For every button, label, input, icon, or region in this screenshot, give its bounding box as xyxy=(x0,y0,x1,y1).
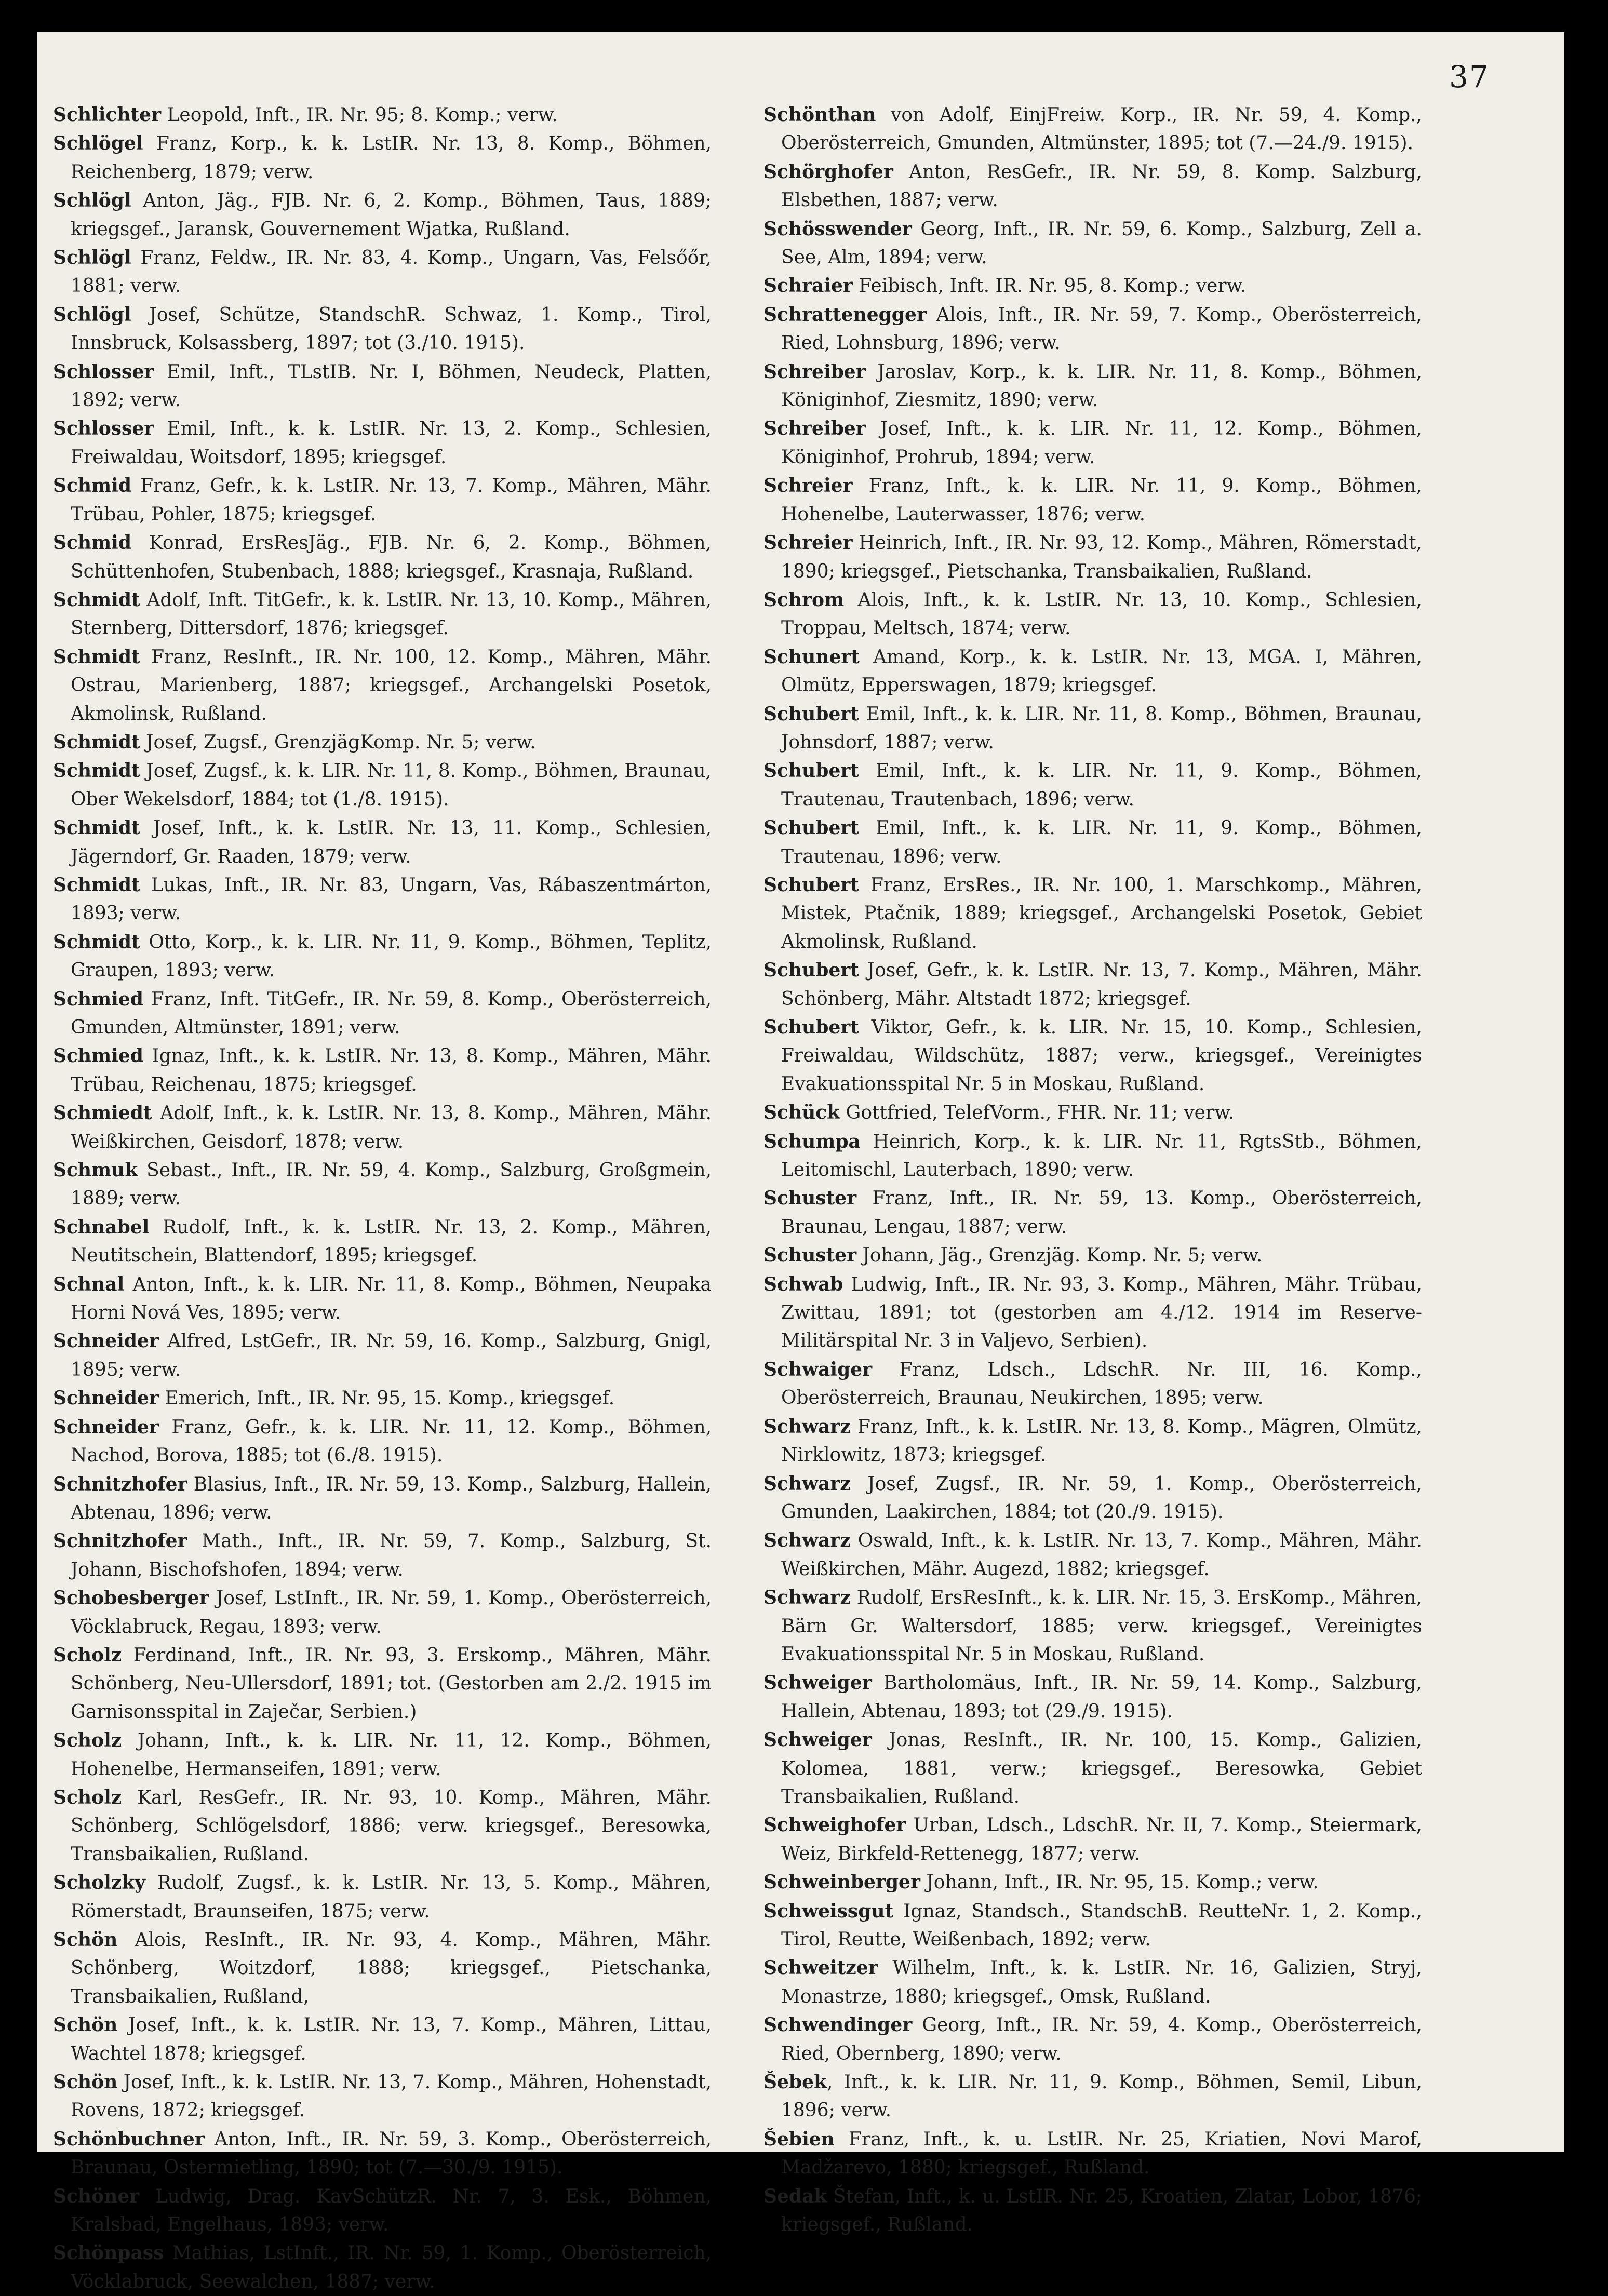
entry-details: Johann, Inft., k. k. LIR. Nr. 11, 12. Komp., Böhmen, Hohenelbe, Hermanseifen, 1891; verw. xyxy=(71,1730,712,1780)
entry-surname: Schmuk xyxy=(53,1159,138,1181)
entry-details: von Adolf, EinjFreiw. Korp., IR. Nr. 59, 4. Komp., Oberösterreich, Gmunden, Altmünster, 1895; tot (7.—24./9. 1915). xyxy=(781,104,1422,154)
entry-details: Josef, LstInft., IR. Nr. 59, 1. Komp., Oberösterreich, Vöcklabruck, Regau, 1893; verw. xyxy=(71,1588,712,1637)
roll-entry xyxy=(53,1156,712,1213)
roll-entry xyxy=(53,301,712,358)
entry-surname: Schobesberger xyxy=(53,1587,209,1609)
entry-details: Anton, Inft., k. k. LIR. Nr. 11, 8. Komp., Böhmen, Neupaka Horni Nová Ves, 1895; verw. xyxy=(71,1273,712,1324)
entry-details: Emil, Inft., k. k. LIR. Nr. 11, 9. Komp., Böhmen, Trautenau, Trautenbach, 1896; verw. xyxy=(781,760,1422,810)
roll-entry xyxy=(763,643,1422,700)
entry-surname: Schlögel xyxy=(53,132,143,155)
roll-entry xyxy=(53,814,712,871)
entry-details: Johann, Inft., IR. Nr. 95, 15. Komp.; verw. xyxy=(920,1872,1319,1894)
roll-entry xyxy=(763,757,1422,814)
entry-details: Rudolf, Zugsf., k. k. LstIR. Nr. 13, 5. Komp., Mähren, Römerstadt, Braunseifen, 1875; verw. xyxy=(71,1872,712,1922)
roll-entry xyxy=(53,586,712,643)
entry-surname: Schweinberger xyxy=(763,1871,920,1894)
entry-details: Emerich, Inft., IR. Nr. 95, 15. Komp., kriegsgef. xyxy=(158,1388,615,1409)
roll-entry xyxy=(763,1013,1422,1098)
entry-surname: Šebek xyxy=(763,2071,827,2093)
roll-entry xyxy=(53,2239,712,2296)
roll-entry xyxy=(763,1954,1422,2011)
entry-surname: Sedak xyxy=(763,2185,827,2207)
entry-details: Jonas, ResInft., IR. Nr. 100, 15. Komp., Galizien, Kolomea, 1881, verw.; kriegsgef., Beresowka, Gebiet Transbaikalien, Rußland. xyxy=(781,1729,1422,1807)
entry-surname: Schweiger xyxy=(763,1672,872,1694)
entry-surname: Schmid xyxy=(53,475,132,497)
entry-surname: Schön xyxy=(53,2014,118,2036)
entry-details: Bartholomäus, Inft., IR. Nr. 59, 14. Komp., Salzburg, Hallein, Abtenau, 1893; tot (29./9. 1915). xyxy=(781,1672,1422,1722)
entry-surname: Schönpass xyxy=(53,2242,164,2264)
entry-surname: Schubert xyxy=(763,817,859,839)
roll-entry xyxy=(763,1241,1422,1270)
entry-details: Franz, Inft., IR. Nr. 59, 13. Komp., Oberösterreich, Braunau, Lengau, 1887; verw. xyxy=(781,1188,1422,1238)
entry-details: Ferdinand, Inft., IR. Nr. 93, 3. Erskomp., Mähren, Mähr. Schönberg, Neu-Ullersdorf, 1891; tot. (Gestorben am 2./2. 1915 im Garnisonsspital in Zaječar, Serbien.) xyxy=(71,1644,712,1723)
entry-details: Georg, Inft., IR. Nr. 59, 4. Komp., Oberösterreich, Ried, Obernberg, 1890; verw. xyxy=(781,2015,1422,2064)
entry-surname: Scholzky xyxy=(53,1872,146,1894)
entry-details: Ludwig, Drag. KavSchützR. Nr. 7, 3. Esk., Böhmen, Kralsbad, Engelhaus, 1893; verw. xyxy=(71,2185,712,2236)
entry-surname: Schubert xyxy=(763,703,859,725)
roll-entry xyxy=(53,358,712,415)
roll-entry xyxy=(53,1042,712,1099)
entry-surname: Schösswender xyxy=(763,218,912,240)
entry-surname: Scholz xyxy=(53,1729,122,1752)
entry-surname: Schraier xyxy=(763,275,853,297)
document-page xyxy=(37,32,1564,2292)
entry-surname: Schmidt xyxy=(53,588,140,611)
entry-details: Alfred, LstGefr., IR. Nr. 59, 16. Komp., Salzburg, Gnigl, 1895; verw. xyxy=(71,1331,712,1380)
entry-surname: Schubert xyxy=(763,874,859,896)
roll-entry xyxy=(53,1926,712,2011)
roll-entry xyxy=(53,129,712,186)
roll-entry xyxy=(53,1726,712,1783)
entry-surname: Schmid xyxy=(53,532,132,554)
roll-entry xyxy=(53,2068,712,2125)
roll-entry xyxy=(763,1669,1422,1726)
entry-surname: Schuster xyxy=(763,1244,857,1267)
entry-details: Franz, Inft. TitGefr., IR. Nr. 59, 8. Komp., Oberösterreich, Gmunden, Altmünster, 1891; verw. xyxy=(71,988,712,1038)
entry-surname: Schrom xyxy=(763,588,845,611)
entry-details: Emil, Inft., k. k. LIR. Nr. 11, 9. Komp., Böhmen, Trautenau, 1896; verw. xyxy=(781,817,1422,867)
entry-details: Franz, Gefr., k. k. LstIR. Nr. 13, 7. Komp., Mähren, Mähr. Trübau, Pohler, 1875; kriegsgef. xyxy=(71,475,712,525)
entry-surname: Schlosser xyxy=(53,360,154,383)
roll-entry xyxy=(53,1099,712,1156)
roll-entry xyxy=(763,1897,1422,1954)
entry-details: Ludwig, Inft., IR. Nr. 93, 3. Komp., Mähren, Mähr. Trübau, Zwittau, 1891; tot (gestorben am 4./12. 1914 im Reserve-Militärspital Nr. 3 in Valjevo, Serbien). xyxy=(781,1273,1422,1352)
roll-entry xyxy=(763,2125,1422,2182)
roll-entry xyxy=(763,1413,1422,1470)
entry-surname: Schnitzhofer xyxy=(53,1473,187,1495)
entry-details: Josef, Inft., k. k. LstIR. Nr. 13, 11. Komp., Schlesien, Jägerndorf, Gr. Raaden, 1879; verw. xyxy=(71,817,712,867)
entry-details: Gottfried, TelefVorm., FHR. Nr. 11; verw. xyxy=(840,1102,1235,1124)
entry-surname: Schneider xyxy=(53,1330,159,1352)
entry-details: Franz, Inft., k. u. LstIR. Nr. 25, Kriatien, Novi Marof, Madžarevo, 1880; kriegsgef., Rußland. xyxy=(781,2128,1422,2179)
entry-surname: Schmiedt xyxy=(53,1102,152,1124)
entry-surname: Schwarz xyxy=(763,1587,851,1609)
entry-details: Franz, Inft., k. k. LIR. Nr. 11, 9. Komp., Böhmen, Hohenelbe, Lauterwasser, 1876; verw. xyxy=(781,475,1422,525)
roll-entry xyxy=(763,1127,1422,1185)
entry-surname: Schück xyxy=(763,1102,840,1124)
entry-surname: Schweitzer xyxy=(763,1957,878,1979)
entry-surname: Schubert xyxy=(763,760,859,782)
entry-surname: Schmidt xyxy=(53,931,140,953)
entry-surname: Schnabel xyxy=(53,1216,150,1238)
entry-surname: Schwarz xyxy=(763,1472,851,1495)
entry-surname: Schubert xyxy=(763,959,859,982)
entry-details: Josef, Zugsf., k. k. LIR. Nr. 11, 8. Komp., Böhmen, Braunau, Ober Wekelsdorf, 1884; tot (1./8. 1915). xyxy=(71,760,712,810)
roll-entry xyxy=(53,2011,712,2068)
entry-surname: Schunert xyxy=(763,646,860,668)
entry-surname: Schubert xyxy=(763,1016,859,1038)
entry-surname: Schrattenegger xyxy=(763,303,927,326)
entry-details: Leopold, Inft., IR. Nr. 95; 8. Komp.; verw. xyxy=(161,104,558,126)
entry-details: Emil, Inft., k. k. LIR. Nr. 11, 8. Komp., Böhmen, Braunau, Johnsdorf, 1887; verw. xyxy=(781,703,1422,753)
entry-details: Adolf, Inft. TitGefr., k. k. LstIR. Nr. 13, 10. Komp., Mähren, Sternberg, Dittersdorf, 1876; kriegsgef. xyxy=(71,589,712,639)
entry-details: Blasius, Inft., IR. Nr. 59, 13. Komp., Salzburg, Hallein, Abtenau, 1896; verw. xyxy=(71,1473,712,1523)
entry-details: Oswald, Inft., k. k. LstIR. Nr. 13, 7. Komp., Mähren, Mähr. Weißkirchen, Mähr. Augezd, 1882; kriegsgef. xyxy=(781,1530,1422,1580)
entry-details: Feibisch, Inft. IR. Nr. 95, 8. Komp.; verw. xyxy=(852,275,1247,297)
entry-details: Franz, Ldsch., LdschR. Nr. III, 16. Komp., Oberösterreich, Braunau, Neukirchen, 1895; verw. xyxy=(781,1359,1422,1409)
roll-entry xyxy=(53,871,712,928)
entry-details: Josef, Zugsf., GrenzjägKomp. Nr. 5; verw. xyxy=(140,731,536,753)
roll-entry xyxy=(763,586,1422,643)
left-column xyxy=(53,101,712,2296)
roll-entry xyxy=(763,814,1422,871)
entry-details: Franz, Korp., k. k. LstIR. Nr. 13, 8. Komp., Böhmen, Reichenberg, 1879; verw. xyxy=(71,133,712,183)
entry-details: Alois, Inft., IR. Nr. 59, 7. Komp., Oberösterreich, Ried, Lohnsburg, 1896; verw. xyxy=(781,304,1422,354)
roll-entry xyxy=(53,1584,712,1641)
entry-details: Rudolf, Inft., k. k. LstIR. Nr. 13, 2. Komp., Mähren, Neutitschein, Blattendorf, 1895; kriegsgef. xyxy=(71,1216,712,1267)
entry-surname: Schmied xyxy=(53,988,143,1010)
entry-details: Josef, Gefr., k. k. LstIR. Nr. 13, 7. Komp., Mähren, Mähr. Schönberg, Mähr. Altstadt 1872; kriegsgef. xyxy=(781,960,1422,1010)
entry-surname: Schönbuchner xyxy=(53,2128,205,2150)
entry-surname: Schmidt xyxy=(53,731,140,753)
roll-entry xyxy=(53,1869,712,1926)
entry-details: Josef, Inft., k. k. LstIR. Nr. 13, 7. Komp., Mähren, Hohenstadt, Rovens, 1872; kriegsgef. xyxy=(71,2072,712,2122)
roll-entry xyxy=(763,1470,1422,1527)
entry-details: Rudolf, ErsResInft., k. k. LIR. Nr. 15, 3. ErsKomp., Mähren, Bärn Gr. Waltersdorf, 1885; verw. kriegsgef., Vereinigtes Evakuationsspital Nr. 5 in Moskau, Rußland. xyxy=(781,1587,1422,1665)
entry-surname: Schwaiger xyxy=(763,1358,873,1380)
entry-surname: Schwarz xyxy=(763,1415,851,1438)
roll-entry xyxy=(53,414,712,472)
entry-details: Franz, ResInft., IR. Nr. 100, 12. Komp., Mähren, Mähr. Ostrau, Marienberg, 1887; kriegsgef., Archangelski Posetok, Akmolinsk, Rußland. xyxy=(71,646,712,724)
entry-details: Emil, Inft., TLstIB. Nr. I, Böhmen, Neudeck, Platten, 1892; verw. xyxy=(71,361,712,411)
roll-entry xyxy=(53,1527,712,1584)
roll-entry xyxy=(53,1783,712,1869)
entry-details: Johann, Jäg., Grenzjäg. Komp. Nr. 5; verw. xyxy=(856,1245,1263,1267)
entry-details: Franz, Feldw., IR. Nr. 83, 4. Komp., Ungarn, Vas, Felsőőr, 1881; verw. xyxy=(71,247,712,297)
roll-entry xyxy=(53,728,712,757)
entry-surname: Schneider xyxy=(53,1416,159,1438)
entry-details: Josef, Zugsf., IR. Nr. 59, 1. Komp., Oberösterreich, Gmunden, Laakirchen, 1884; tot (20./9. 1915). xyxy=(781,1473,1422,1523)
entry-surname: Schwab xyxy=(763,1273,843,1295)
entry-details: Urban, Ldsch., LdschR. Nr. II, 7. Komp., Steiermark, Weiz, Birkfeld-Rettenegg, 1877; verw. xyxy=(781,1815,1422,1864)
entry-surname: Schweissgut xyxy=(763,1900,894,1922)
entry-details: Franz, Gefr., k. k. LIR. Nr. 11, 12. Komp., Böhmen, Nachod, Borova, 1885; tot (6./8. 1915). xyxy=(71,1416,712,1467)
entry-surname: Schlichter xyxy=(53,104,162,126)
roll-entry xyxy=(763,700,1422,757)
roll-entry xyxy=(763,1726,1422,1811)
entry-details: Lukas, Inft., IR. Nr. 83, Ungarn, Vas, Rábaszentmárton, 1893; verw. xyxy=(71,874,712,924)
entry-details: Heinrich, Korp., k. k. LIR. Nr. 11, RgtsStb., Böhmen, Leitomischl, Lauterbach, 1890; verw. xyxy=(781,1131,1422,1181)
entry-surname: Schneider xyxy=(53,1387,159,1409)
entry-surname: Schön xyxy=(53,2071,118,2093)
entry-surname: Schreier xyxy=(763,532,853,554)
entry-details: Karl, ResGefr., IR. Nr. 93, 10. Komp., Mähren, Mähr. Schönberg, Schlögelsdorf, 1886; verw. kriegsgef., Beresowka, Transbaikalien, Rußland. xyxy=(71,1787,712,1865)
roll-entry xyxy=(53,985,712,1042)
roll-entry xyxy=(53,1327,712,1384)
entry-details: Ignaz, Inft., k. k. LstIR. Nr. 13, 8. Komp., Mähren, Mähr. Trübau, Reichenau, 1875; kriegsgef. xyxy=(71,1045,712,1095)
entry-details: Franz, ErsRes., IR. Nr. 100, 1. Marschkomp., Mähren, Mistek, Ptačnik, 1889; kriegsgef., Archangelski Posetok, Gebiet Akmolinsk, Rußland. xyxy=(781,874,1422,952)
entry-details: Amand, Korp., k. k. LstIR. Nr. 13, MGA. I, Mähren, Olmütz, Epperswagen, 1879; kriegsgef. xyxy=(781,646,1422,696)
entry-details: , Inft., k. k. LIR. Nr. 11, 9. Komp., Böhmen, Semil, Libun, 1896; verw. xyxy=(781,2072,1422,2122)
entry-surname: Scholz xyxy=(53,1786,122,1808)
entry-surname: Schumpa xyxy=(763,1130,861,1152)
roll-entry xyxy=(763,956,1422,1013)
entry-surname: Schmidt xyxy=(53,646,140,668)
entry-details: Anton, ResGefr., IR. Nr. 59, 8. Komp. Salzburg, Elsbethen, 1887; verw. xyxy=(781,161,1422,211)
entry-surname: Schwarz xyxy=(763,1529,851,1552)
roll-entry xyxy=(53,928,712,985)
entry-surname: Schlögl xyxy=(53,247,131,269)
entry-details: Alois, ResInft., IR. Nr. 93, 4. Komp., Mähren, Mähr. Schönberg, Woitzdorf, 1888; kriegsgef., Pietschanka, Transbaikalien, Rußland, xyxy=(71,1929,712,2007)
roll-entry xyxy=(763,1184,1422,1241)
entry-surname: Schwendinger xyxy=(763,2014,913,2036)
roll-entry xyxy=(763,301,1422,358)
roll-entry xyxy=(763,414,1422,472)
roll-entry xyxy=(763,529,1422,586)
roll-entry xyxy=(53,2182,712,2239)
entry-details: Josef, Inft., k. k. LstIR. Nr. 13, 7. Komp., Mähren, Littau, Wachtel 1878; kriegsgef. xyxy=(71,2015,712,2064)
roll-entry xyxy=(763,1583,1422,1669)
entry-details: Štefan, Inft., k. u. LstIR. Nr. 25, Kroatien, Zlatar, Lobor, 1876; kriegsgef., Rußland. xyxy=(781,2185,1422,2236)
roll-entry xyxy=(53,244,712,301)
entry-surname: Schmidt xyxy=(53,760,140,782)
entry-surname: Schönthan xyxy=(763,104,876,126)
page-number: 37 xyxy=(1449,59,1490,95)
entry-surname: Schreiber xyxy=(763,360,866,383)
entry-surname: Schmied xyxy=(53,1045,143,1067)
entry-details: Emil, Inft., k. k. LstIR. Nr. 13, 2. Komp., Schlesien, Freiwaldau, Woitsdorf, 1895; kriegsgef. xyxy=(71,418,712,468)
entry-details: Adolf, Inft., k. k. LstIR. Nr. 13, 8. Komp., Mähren, Mähr. Weißkirchen, Geisdorf, 1878; verw. xyxy=(71,1103,712,1152)
roll-entry xyxy=(53,643,712,728)
entry-surname: Schöner xyxy=(53,2185,140,2207)
roll-entry xyxy=(763,215,1422,272)
entry-surname: Schreier xyxy=(763,475,853,497)
roll-entry xyxy=(763,871,1422,956)
roll-entry xyxy=(763,272,1422,300)
entry-surname: Schuster xyxy=(763,1187,857,1210)
roll-entry xyxy=(763,1098,1422,1127)
entry-surname: Schweiger xyxy=(763,1729,872,1751)
roll-entry xyxy=(763,1868,1422,1897)
roll-entry xyxy=(763,101,1422,158)
roll-entry xyxy=(53,529,712,586)
entry-details: Alois, Inft., k. k. LstIR. Nr. 13, 10. Komp., Schlesien, Troppau, Meltsch, 1874; verw. xyxy=(781,589,1422,639)
entry-details: Viktor, Gefr., k. k. LIR. Nr. 15, 10. Komp., Schlesien, Freiwaldau, Wildschütz, 1887; verw., kriegsgef., Vereinigtes Evakuationsspital Nr. 5 in Moskau, Rußland. xyxy=(781,1017,1422,1095)
entry-surname: Šebien xyxy=(763,2128,835,2150)
entry-details: Konrad, ErsResJäg., FJB. Nr. 6, 2. Komp., Böhmen, Schüttenhofen, Stubenbach, 1888; kriegsgef., Krasnaja, Rußland. xyxy=(71,532,712,582)
entry-details: Math., Inft., IR. Nr. 59, 7. Komp., Salzburg, St. Johann, Bischofshofen, 1894; verw. xyxy=(71,1530,712,1580)
roll-entry xyxy=(53,472,712,529)
entry-details: Heinrich, Inft., IR. Nr. 93, 12. Komp., Mähren, Römerstadt, 1890; kriegsgef., Pietschanka, Transbaikalien, Rußland. xyxy=(781,532,1422,582)
entry-surname: Schreiber xyxy=(763,418,866,440)
entry-details: Jaroslav, Korp., k. k. LIR. Nr. 11, 8. Komp., Böhmen, Königinhof, Ziesmitz, 1890; verw. xyxy=(781,361,1422,411)
entry-surname: Scholz xyxy=(53,1644,122,1666)
entry-surname: Schön xyxy=(53,1929,118,1951)
entry-details: Josef, Schütze, StandschR. Schwaz, 1. Komp., Tirol, Innsbruck, Kolsassberg, 1897; tot (3./10. 1915). xyxy=(71,304,712,354)
entry-surname: Schweighofer xyxy=(763,1814,906,1836)
roll-entry xyxy=(763,1355,1422,1413)
entry-surname: Schörghofer xyxy=(763,160,893,183)
roll-entry xyxy=(763,158,1422,215)
roll-entry xyxy=(763,2068,1422,2125)
roll-entry xyxy=(763,358,1422,415)
entry-surname: Schnitzhofer xyxy=(53,1530,187,1552)
entry-details: Otto, Korp., k. k. LIR. Nr. 11, 9. Komp., Böhmen, Teplitz, Graupen, 1893; verw. xyxy=(71,931,712,982)
entry-surname: Schlosser xyxy=(53,418,154,440)
entry-surname: Schmidt xyxy=(53,817,140,839)
roll-entry xyxy=(53,1413,712,1470)
entry-details: Anton, Inft., IR. Nr. 59, 3. Komp., Oberösterreich, Braunau, Ostermietling, 1890; tot (7.—30./9. 1915). xyxy=(71,2128,712,2179)
entry-surname: Schlögl xyxy=(53,303,131,326)
entry-details: Sebast., Inft., IR. Nr. 59, 4. Komp., Salzburg, Großgmein, 1889; verw. xyxy=(71,1160,712,1210)
roll-entry xyxy=(53,186,712,244)
roll-entry xyxy=(53,1213,712,1270)
entry-surname: Schlögl xyxy=(53,190,131,212)
roll-entry xyxy=(53,1470,712,1527)
roll-entry xyxy=(53,1270,712,1327)
entry-details: Georg, Inft., IR. Nr. 59, 6. Komp., Salzburg, Zell a. See, Alm, 1894; verw. xyxy=(781,218,1422,268)
entry-details: Anton, Jäg., FJB. Nr. 6, 2. Komp., Böhmen, Taus, 1889; kriegsgef., Jaransk, Gouvernement Wjatka, Rußland. xyxy=(71,190,712,240)
roll-entry xyxy=(53,1384,712,1413)
entry-details: Mathias, LstInft., IR. Nr. 59, 1. Komp., Oberösterreich, Vöcklabruck, Seewalchen, 1887; verw. xyxy=(71,2243,712,2292)
entry-details: Ignaz, Standsch., StandschB. ReutteNr. 1, 2. Komp., Tirol, Reutte, Weißenbach, 1892; verw. xyxy=(781,1900,1422,1950)
entry-details: Josef, Inft., k. k. LIR. Nr. 11, 12. Komp., Böhmen, Königinhof, Prohrub, 1894; verw. xyxy=(781,418,1422,468)
roll-entry xyxy=(763,1526,1422,1583)
right-column xyxy=(763,101,1422,2239)
roll-entry xyxy=(53,101,712,129)
roll-entry xyxy=(53,757,712,814)
roll-entry xyxy=(763,472,1422,529)
entry-surname: Schnal xyxy=(53,1273,125,1295)
roll-entry xyxy=(53,1641,712,1726)
roll-entry xyxy=(763,1270,1422,1355)
entry-surname: Schmidt xyxy=(53,874,140,896)
entry-details: Wilhelm, Inft., k. k. LstIR. Nr. 16, Galizien, Stryj, Monastrze, 1880; kriegsgef., Omsk, Rußland. xyxy=(781,1957,1422,2007)
roll-entry xyxy=(53,2125,712,2182)
roll-entry xyxy=(763,2011,1422,2068)
roll-entry xyxy=(763,1811,1422,1868)
entry-details: Franz, Inft., k. k. LstIR. Nr. 13, 8. Komp., Mägren, Olmütz, Nirklowitz, 1873; kriegsgef. xyxy=(781,1416,1422,1466)
roll-entry xyxy=(763,2182,1422,2239)
